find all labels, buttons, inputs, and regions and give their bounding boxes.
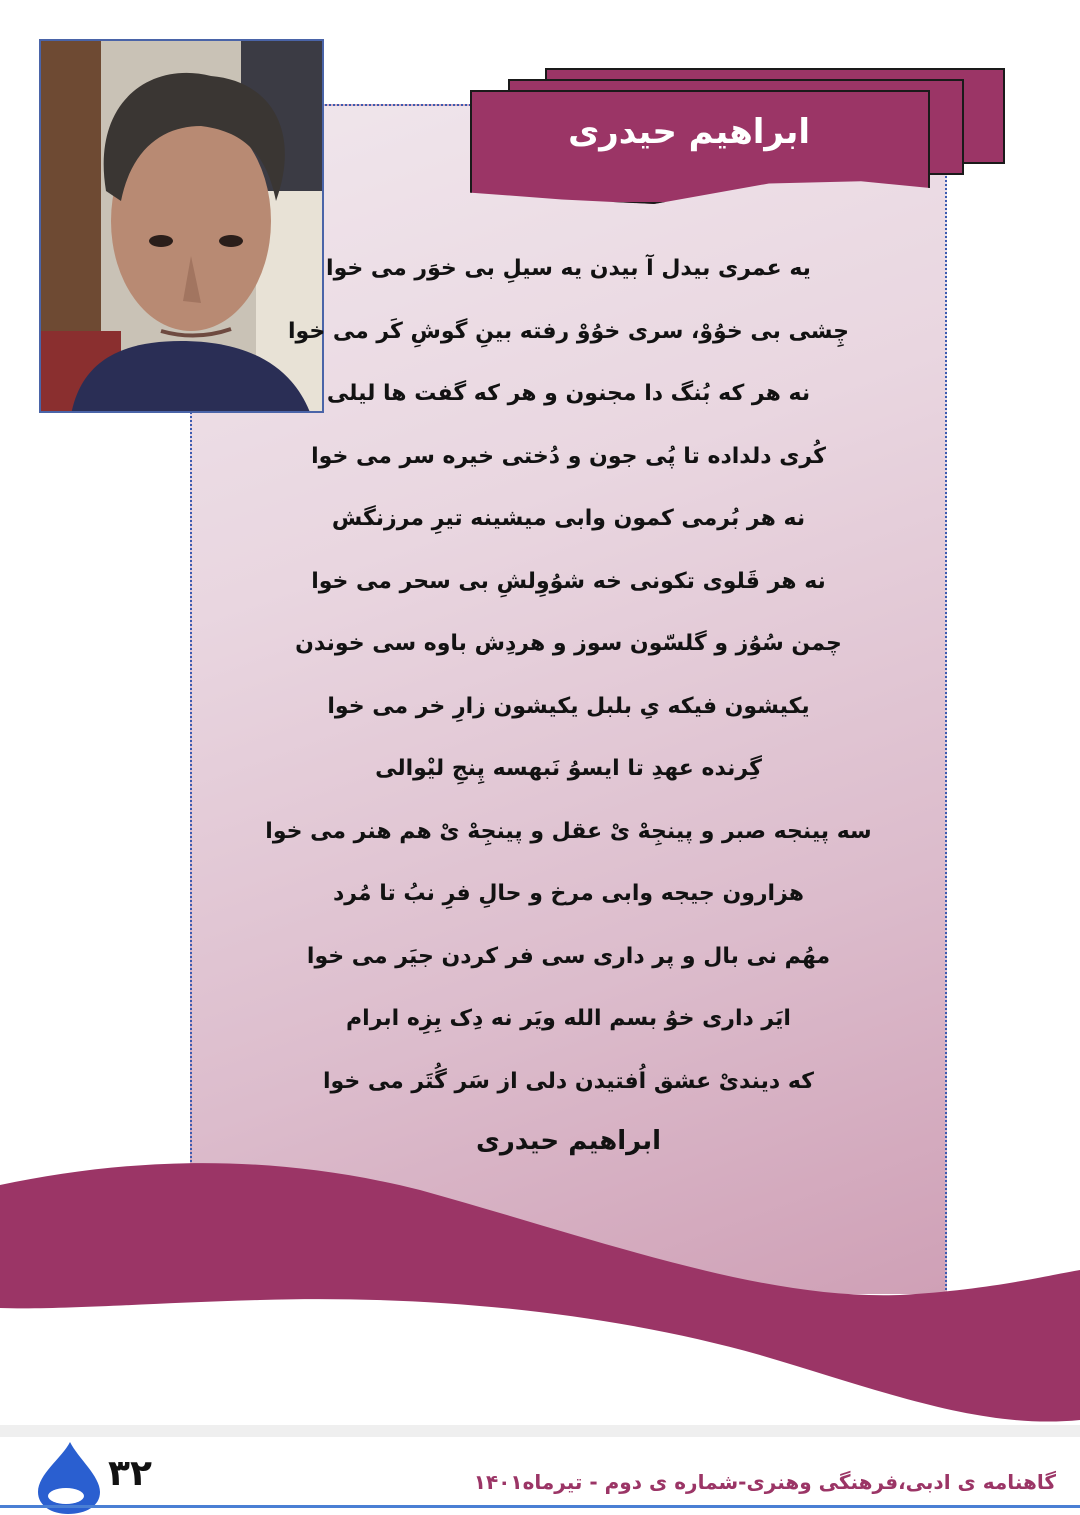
poem-line: نه هر بُرمی کمون وابی میشینه تیرِ مرزنگش [331,506,806,531]
poem-signature: ابراهیم حیدری [475,1126,661,1156]
poem-line: گِرنده عهدِ تا ایسوُ نَبهسه پِنجِ لیْوالی [375,756,762,781]
poem-line: یکیشون فیکه یِ بلبل یکیشون زارِ خر می خوا [327,693,810,719]
poem-line: یه عمری بیدل آ بیدن یه سیلِ بی خوَر می خوا [326,256,811,281]
poem-line: چمن سُوُز و گلسّون سوز و هردِش باوه سی خوندن [295,631,842,656]
poem-line: نه هر که بُنگ دا مجنون و هر که گفت ها لیلی [326,381,811,406]
poem-line: هزارون جیجه وابی مرخ و حالِ فرِ نبُ تا مُرد [332,881,805,906]
poem-line: سه پینجه صبر و پینجِهْ یْ عقل و پینجِهْ یْ هم هنر می خوا [265,818,872,844]
poem-line: نه هر قَلوی تکونی خه شوُوِلشِ بی سحر می خوا [311,568,826,594]
poem-line: که دیندیْ عشق اُفتیدن دلی از سَر گُتَر می خوا [323,1068,814,1094]
page-number: ۳۲ [108,1453,152,1494]
poem-line: مهُم نی بال و پر داری سی فر کردن جیَر می خوا [306,943,831,969]
decorative-wave [0,1130,1080,1430]
poem-line: کُری دلداده تا پُی جون و دُختی خیره سر می خوا [311,443,826,469]
footer-publication-title: گاهنامه ی ادبی،فرهنگی وهنری-شماره ی دوم - تیرماه۱۴۰۱ [473,1470,1056,1494]
water-drop-icon [30,1440,105,1515]
footer-line [0,1505,1080,1508]
footer-band [0,1425,1080,1437]
poem-line: چِشی بی خوُوْ، سری خوُوْ رفته بینِ گوشِ کَر می خوا [287,318,850,344]
poem-lines [190,238,947,1113]
page-title: ابراهیم حیدری [568,112,810,152]
poem-line: ایَر داری خوُ بسم الله ویَر نه دِک بِزِه ابرام [346,1006,791,1031]
